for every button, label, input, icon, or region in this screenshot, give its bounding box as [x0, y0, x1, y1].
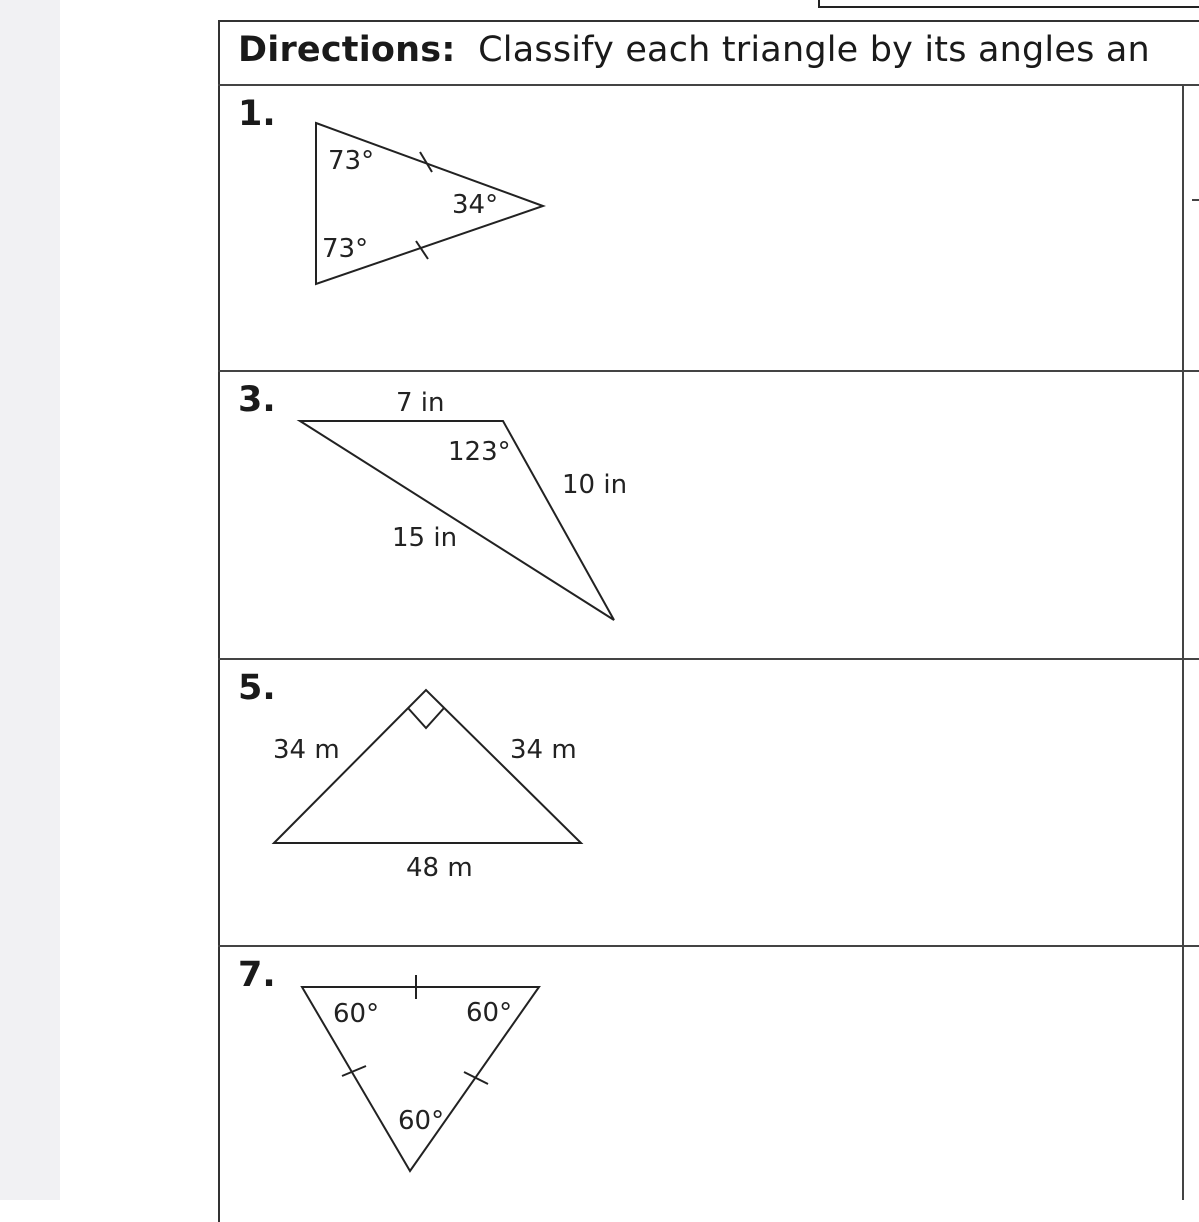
directions-body: Classify each triangle by its angles an	[478, 30, 1150, 70]
problem-number-7: 7.	[238, 955, 276, 995]
angle-label: 34°	[452, 190, 499, 220]
side-label: 34 m	[273, 735, 340, 765]
angle-label: 60°	[333, 999, 380, 1029]
side-label: 15 in	[392, 523, 458, 553]
angle-label: 123°	[448, 437, 511, 467]
problem-number-3: 3.	[238, 380, 276, 420]
side-label: 34 m	[510, 735, 577, 765]
angle-label: 73°	[322, 234, 369, 264]
directions-label: Directions:	[238, 30, 456, 70]
problem-number-5: 5.	[238, 668, 276, 708]
problem-number-1: 1.	[238, 94, 276, 134]
side-label: 48 m	[406, 853, 473, 883]
angle-label: 60°	[466, 998, 513, 1028]
angle-label: 60°	[398, 1106, 445, 1136]
side-label: 7 in	[396, 388, 445, 418]
angle-label: 73°	[328, 146, 375, 176]
side-label: 10 in	[562, 470, 628, 500]
